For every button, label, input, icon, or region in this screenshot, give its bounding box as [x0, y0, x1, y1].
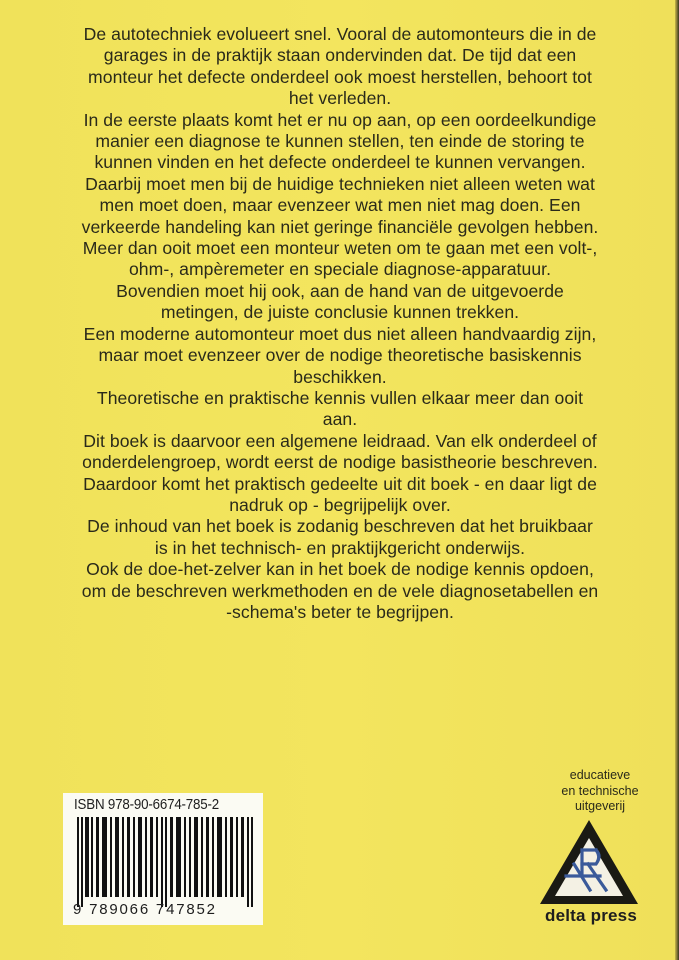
blurb-line: De inhoud van het boek is zodanig beschreven dat het bruikbaar: [87, 516, 593, 537]
blurb-line: om de beschreven werkmethoden en de vele diagnosetabellen en: [81, 580, 599, 601]
blurb-line: manier een diagnose te kunnen stellen, ten einde de storing te: [95, 131, 585, 152]
isbn-barcode-label: [63, 793, 263, 925]
blurb-line: kunnen vinden en het defecte onderdeel te kunnen vervangen.: [94, 152, 586, 173]
blurb-line: ohm-, ampèremeter en speciale diagnose-apparatuur.: [128, 259, 552, 280]
blurb-line: metingen, de juiste conclusie kunnen trekken.: [160, 302, 520, 323]
blurb-line: Een moderne automonteur moet dus niet alleen handvaardig zijn,: [83, 323, 597, 344]
book-spine-edge: [675, 0, 679, 960]
blurb-line: onderdelengroep, wordt eerst de nodige basistheorie beschreven.: [82, 452, 598, 473]
blurb-line: Daarbij moet men bij de huidige technieken niet alleen weten wat: [85, 173, 595, 194]
blurb-line: verkeerde handeling kan niet geringe financiële gevolgen hebben.: [81, 216, 599, 237]
blurb-text: [60, 24, 620, 623]
isbn-number: ISBN 978-90-6674-785-2: [74, 797, 220, 813]
blurb-line: maar moet evenzeer over de nodige theoretische basiskennis: [98, 345, 582, 366]
blurb-line: Theoretische en praktische kennis vullen elkaar meer dan ooit: [96, 387, 584, 408]
blurb-line: -schema's beter te begrijpen.: [226, 601, 454, 622]
blurb-line: het verleden.: [288, 88, 392, 109]
blurb-line: Meer dan ooit moet een monteur weten om te gaan met een volt-,: [82, 238, 598, 259]
blurb-line: is in het technisch- en praktijkgericht onderwijs.: [154, 537, 526, 558]
tagline-line: uitgeverij: [574, 799, 626, 813]
blurb-line: aan.: [322, 409, 358, 430]
tagline-line: educatieve: [569, 768, 631, 782]
barcode-icon: [75, 817, 253, 907]
tagline-line: en technische: [561, 783, 639, 798]
publisher-name: delta press: [545, 906, 637, 925]
blurb-line: Daardoor komt het praktisch gedeelte uit dit boek - en daar ligt de: [83, 473, 597, 494]
barcode-digits: 9 789066 747852: [73, 901, 217, 918]
blurb-line: men moet doen, maar evenzeer wat men niet mag doen. Een: [99, 195, 581, 216]
blurb-line: Ook de doe-het-zelver kan in het boek de nodige kennis opdoen,: [86, 559, 594, 580]
delta-triangle-logo-icon: [538, 818, 640, 908]
blurb-line: monteur het defecte onderdeel ook moest herstellen, behoort tot: [88, 66, 592, 87]
blurb-line: beschikken.: [293, 366, 387, 387]
publisher-tagline: [545, 768, 655, 815]
blurb-line: Dit boek is daarvoor een algemene leidraad. Van elk onderdeel of: [83, 430, 597, 451]
blurb-line: nadruk op - begrijpelijk over.: [229, 494, 451, 515]
blurb-line: Bovendien moet hij ook, aan de hand van de uitgevoerde: [116, 280, 564, 301]
blurb-line: garages in de praktijk staan ondervinden dat. De tijd dat een: [103, 45, 577, 66]
blurb-line: In de eerste plaats komt het er nu op aan, op een oordeelkundige: [83, 109, 597, 130]
blurb-line: De autotechniek evolueert snel. Vooral de automonteurs die in de: [83, 24, 597, 44]
